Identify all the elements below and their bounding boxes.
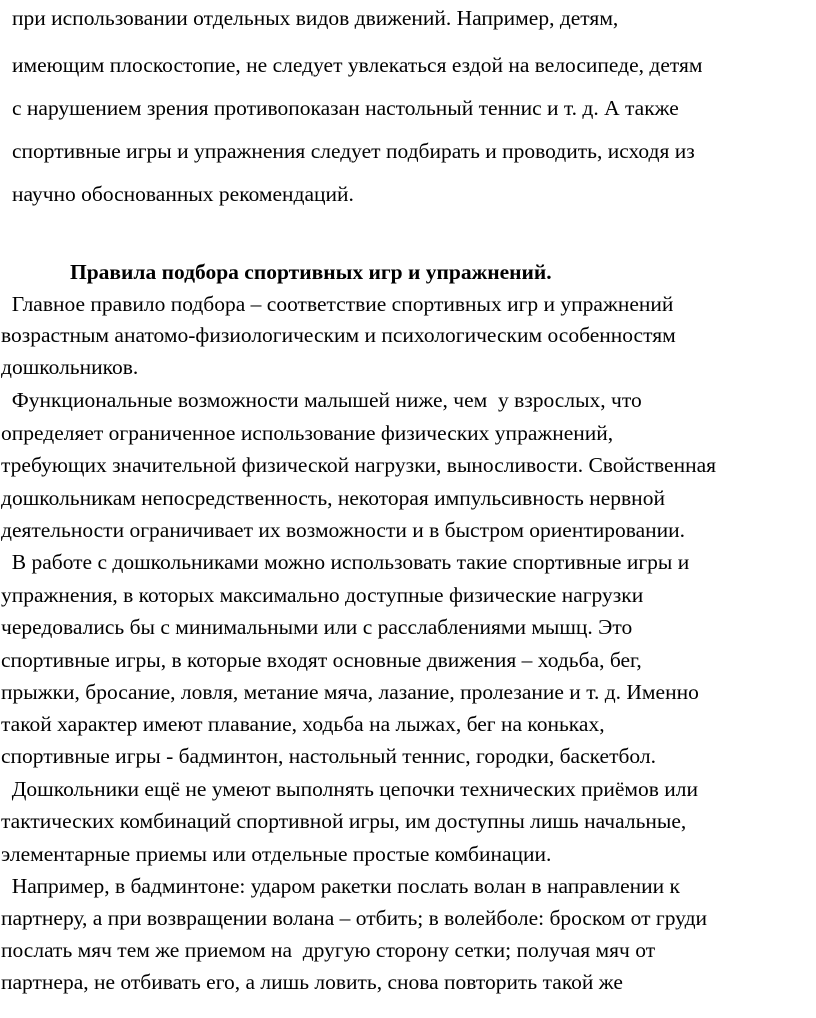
text-line: спортивные игры, в которые входят основные движения – ходьба, бег, xyxy=(1,648,642,672)
text-line: спортивные игры - бадминтон, настольный теннис, городки, баскетбол. xyxy=(1,744,656,768)
text-line: требующих значительной физической нагрузки, выносливости. Свойственная xyxy=(1,453,717,477)
text-line: послать мяч тем же приемом на другую сторону сетки; получая мяч от xyxy=(1,938,656,962)
text-line: имеющим плоскостопие, не следует увлекаться ездой на велосипеде, детям xyxy=(12,53,703,77)
text-line: партнеру, а при возвращении волана – отбить; в волейболе: броском от груди xyxy=(1,906,708,930)
text-line: Дошкольники ещё не умеют выполнять цепочки технических приёмов или xyxy=(1,777,699,801)
text-line: дошкольникам непосредственность, некоторая импульсивность нервной xyxy=(1,486,665,510)
text-line: с нарушением зрения противопоказан настольный теннис и т. д. А также xyxy=(12,96,679,120)
text-line: Например, в бадминтоне: ударом ракетки послать волан в направлении к xyxy=(1,874,681,898)
text-line: такой характер имеют плавание, ходьба на лыжах, бег на коньках, xyxy=(1,712,605,736)
text-line: В работе с дошкольниками можно использовать такие спортивные игры и xyxy=(1,550,690,574)
text-line: тактических комбинаций спортивной игры, им доступны лишь начальные, xyxy=(1,809,687,833)
text-line: Главное правило подбора – соответствие спортивных игр и упражнений xyxy=(1,292,674,316)
text-line: упражнения, в которых максимально доступные физические нагрузки xyxy=(1,583,644,607)
text-line: деятельности ограничивает их возможности и в быстром ориентировании. xyxy=(1,518,686,542)
text-line: спортивные игры и упражнения следует подбирать и проводить, исходя из xyxy=(12,139,695,163)
text-line: определяет ограниченное использование физических упражнений, xyxy=(1,421,614,445)
text-line: чередовались бы с минимальными или с расслаблениями мышц. Это xyxy=(1,615,633,639)
text-line: прыжки, бросание, ловля, метание мяча, лазание, пролезание и т. д. Именно xyxy=(1,680,699,704)
text-line: партнера, не отбивать его, а лишь ловить, снова повторить такой же xyxy=(1,970,623,994)
section-heading: Правила подбора спортивных игр и упражнений. xyxy=(70,260,552,284)
text-line: возрастным анатомо-физиологическим и психологическим особенностям xyxy=(1,323,676,347)
text-line: элементарные приемы или отдельные простые комбинации. xyxy=(1,842,552,866)
text-line: дошкольников. xyxy=(1,355,139,379)
text-line: Функциональные возможности малышей ниже, чем у взрослых, что xyxy=(1,388,642,412)
text-line: научно обоснованных рекомендаций. xyxy=(12,182,354,206)
text-line: при использовании отдельных видов движений. Например, детям, xyxy=(12,6,619,30)
